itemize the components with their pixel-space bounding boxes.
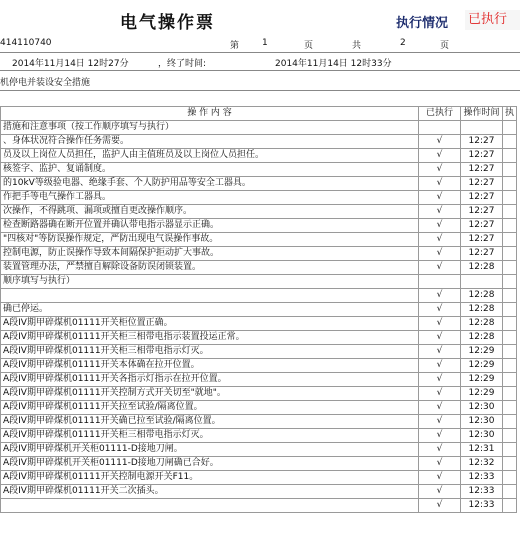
- start-time: 2014年11月14日 12时27分: [12, 59, 129, 69]
- table-row[interactable]: [1, 457, 517, 471]
- table-row[interactable]: [1, 331, 517, 345]
- table-row[interactable]: [1, 135, 517, 149]
- row-executed-check[interactable]: √: [419, 191, 461, 205]
- table-row[interactable]: [1, 289, 517, 303]
- row-time: 12:27: [461, 135, 503, 149]
- divider: [0, 90, 520, 91]
- row-executed-check[interactable]: √: [419, 289, 461, 303]
- row-time: 12:33: [461, 471, 503, 485]
- row-content: A段IV期甲碎煤机01111开关柜三相带电指示灯灭。: [1, 429, 419, 443]
- row-time: 12:29: [461, 359, 503, 373]
- row-executed-check[interactable]: √: [419, 485, 461, 499]
- column-header-content: 操 作 内 容: [1, 107, 419, 121]
- row-extra: [503, 233, 517, 247]
- row-executed-check[interactable]: √: [419, 359, 461, 373]
- row-extra: [503, 331, 517, 345]
- row-content: A段IV期甲碎煤机01111开关柜位置正确。: [1, 317, 419, 331]
- table-row[interactable]: [1, 191, 517, 205]
- row-extra: [503, 373, 517, 387]
- table-row[interactable]: [1, 387, 517, 401]
- row-content: 顺序填写与执行）: [1, 275, 419, 289]
- row-time: 12:27: [461, 163, 503, 177]
- table-row[interactable]: [1, 303, 517, 317]
- row-executed-check[interactable]: √: [419, 331, 461, 345]
- row-extra: [503, 191, 517, 205]
- end-time: 2014年11月14日 12时33分: [275, 59, 392, 69]
- row-content: 的10kV等级验电器、绝缘手套、个人防护用品等安全工器具。: [1, 177, 419, 191]
- row-content: 作把手等电气操作工器具。: [1, 191, 419, 205]
- status-label: 执行情况: [396, 16, 449, 31]
- row-content: A段IV期甲碎煤机01111开关柜三相带电指示装置投运正常。: [1, 331, 419, 345]
- row-time: [461, 121, 503, 135]
- row-extra: [503, 177, 517, 191]
- row-executed-check[interactable]: √: [419, 345, 461, 359]
- table-row[interactable]: [1, 219, 517, 233]
- row-time: 12:29: [461, 345, 503, 359]
- row-time: [461, 275, 503, 289]
- row-content: 员及以上岗位人员担任，监护人由主值班员及以上岗位人员担任。: [1, 149, 419, 163]
- table-row[interactable]: [1, 261, 517, 275]
- table-row[interactable]: [1, 149, 517, 163]
- row-content: 检查断路器确在断开位置并确认带电指示器显示正确。: [1, 219, 419, 233]
- row-extra: [503, 275, 517, 289]
- table-row[interactable]: [1, 121, 517, 135]
- row-executed-check[interactable]: √: [419, 401, 461, 415]
- row-extra: [503, 485, 517, 499]
- table-row[interactable]: [1, 359, 517, 373]
- operations-table: [0, 106, 517, 513]
- row-extra: [503, 205, 517, 219]
- table-row[interactable]: [1, 275, 517, 289]
- table-row[interactable]: [1, 415, 517, 429]
- row-executed-check[interactable]: √: [419, 443, 461, 457]
- row-executed-check[interactable]: √: [419, 205, 461, 219]
- row-executed-check[interactable]: √: [419, 317, 461, 331]
- row-time: 12:33: [461, 485, 503, 499]
- row-executed-check[interactable]: √: [419, 471, 461, 485]
- row-content: 装置管理办法，严禁擅自解除设备防误闭锁装置。: [1, 261, 419, 275]
- row-content: A段IV期甲碎煤机01111开关二次插头。: [1, 485, 419, 499]
- row-time: 12:27: [461, 233, 503, 247]
- page-total: 2: [400, 38, 406, 48]
- row-executed-check[interactable]: √: [419, 261, 461, 275]
- row-time: 12:27: [461, 205, 503, 219]
- page-gong-label: 共: [352, 41, 362, 51]
- row-extra: [503, 401, 517, 415]
- row-time: 12:28: [461, 317, 503, 331]
- table-row[interactable]: [1, 205, 517, 219]
- page-di-label: 第: [230, 41, 240, 51]
- table-row[interactable]: [1, 429, 517, 443]
- task-description: 机停电并装设安全措施: [0, 78, 91, 88]
- row-time: 12:27: [461, 219, 503, 233]
- table-header-row: [1, 107, 517, 121]
- ticket-number: 414110740: [0, 38, 52, 48]
- row-executed-check[interactable]: √: [419, 247, 461, 261]
- table-row[interactable]: [1, 247, 517, 261]
- row-content: A段IV期甲碎煤机01111开关控制电源开关F11。: [1, 471, 419, 485]
- row-time: 12:27: [461, 149, 503, 163]
- row-content: A段IV期甲碎煤机01111开关拉至试验/隔离位置。: [1, 401, 419, 415]
- row-time: 12:29: [461, 373, 503, 387]
- row-time: 12:28: [461, 331, 503, 345]
- row-content: 、身体状况符合操作任务需要。: [1, 135, 419, 149]
- row-content: 措施和注意事项（按工作顺序填写与执行）: [1, 121, 419, 135]
- divider: [0, 70, 520, 71]
- row-extra: [503, 345, 517, 359]
- table-row[interactable]: [1, 345, 517, 359]
- row-time: 12:30: [461, 429, 503, 443]
- row-extra: [503, 247, 517, 261]
- row-executed-check[interactable]: √: [419, 177, 461, 191]
- row-time: 12:33: [461, 499, 503, 513]
- row-content: A段IV期甲碎煤机01111开关确已拉至试验/隔离位置。: [1, 415, 419, 429]
- table-row[interactable]: [1, 177, 517, 191]
- row-content: A段IV期甲碎煤机01111开关各指示灯指示在拉开位置。: [1, 373, 419, 387]
- row-content: [1, 499, 419, 513]
- row-extra: [503, 457, 517, 471]
- row-content: A段IV期甲碎煤机01111开关控制方式开关切至"就地"。: [1, 387, 419, 401]
- row-time: 12:27: [461, 247, 503, 261]
- table-row[interactable]: [1, 485, 517, 499]
- row-extra: [503, 163, 517, 177]
- row-extra: [503, 387, 517, 401]
- row-executed-check[interactable]: √: [419, 415, 461, 429]
- row-content: 控制电源，防止误操作导致本间隔保护拒动扩大事故。: [1, 247, 419, 261]
- table-row[interactable]: [1, 163, 517, 177]
- row-executed-check[interactable]: √: [419, 387, 461, 401]
- table-row[interactable]: [1, 401, 517, 415]
- row-executed-check[interactable]: √: [419, 135, 461, 149]
- row-extra: [503, 261, 517, 275]
- table-row[interactable]: [1, 317, 517, 331]
- row-content: A段IV期甲碎煤机01111开关柜三相带电指示灯灭。: [1, 345, 419, 359]
- row-extra: [503, 443, 517, 457]
- divider: [0, 52, 520, 53]
- row-executed-check[interactable]: √: [419, 499, 461, 513]
- row-time: 12:31: [461, 443, 503, 457]
- row-time: 12:30: [461, 401, 503, 415]
- page-ye2-label: 页: [440, 41, 450, 51]
- row-content: [1, 289, 419, 303]
- row-time: 12:28: [461, 289, 503, 303]
- row-extra: [503, 359, 517, 373]
- row-executed-check[interactable]: [419, 121, 461, 135]
- table-row[interactable]: [1, 499, 517, 513]
- page-current: 1: [262, 38, 268, 48]
- row-extra: [503, 471, 517, 485]
- row-time: 12:28: [461, 261, 503, 275]
- table-row[interactable]: [1, 443, 517, 457]
- page-ye-label: 页: [304, 41, 314, 51]
- table-row[interactable]: [1, 233, 517, 247]
- column-header-extra: 执: [503, 107, 517, 121]
- row-content: 核签字、监护、复诵制度。: [1, 163, 419, 177]
- row-executed-check[interactable]: √: [419, 303, 461, 317]
- row-extra: [503, 219, 517, 233]
- row-extra: [503, 317, 517, 331]
- row-executed-check[interactable]: √: [419, 373, 461, 387]
- row-time: 12:29: [461, 387, 503, 401]
- row-executed-check[interactable]: √: [419, 233, 461, 247]
- table-row[interactable]: [1, 373, 517, 387]
- row-content: 次操作，不得跳项、漏项或擅自更改操作顺序。: [1, 205, 419, 219]
- status-value[interactable]: 已执行: [465, 10, 520, 30]
- row-extra: [503, 135, 517, 149]
- row-extra: [503, 121, 517, 135]
- end-time-label: ，终了时间:: [158, 59, 207, 69]
- row-executed-check[interactable]: √: [419, 429, 461, 443]
- row-executed-check[interactable]: [419, 275, 461, 289]
- column-header-executed: 已执行: [419, 107, 461, 121]
- row-content: A段IV期甲碎煤机开关柜01111-D接地刀闸确已合好。: [1, 457, 419, 471]
- row-extra: [503, 303, 517, 317]
- row-content: A段IV期甲碎煤机01111开关本体确在拉开位置。: [1, 359, 419, 373]
- row-executed-check[interactable]: √: [419, 457, 461, 471]
- row-time: 12:28: [461, 303, 503, 317]
- row-executed-check[interactable]: √: [419, 163, 461, 177]
- row-executed-check[interactable]: √: [419, 149, 461, 163]
- row-extra: [503, 289, 517, 303]
- table-row[interactable]: [1, 471, 517, 485]
- row-extra: [503, 429, 517, 443]
- row-content: 确已停运。: [1, 303, 419, 317]
- row-extra: [503, 499, 517, 513]
- row-content: A段IV期甲碎煤机开关柜01111-D接地刀闸。: [1, 443, 419, 457]
- row-extra: [503, 149, 517, 163]
- ticket-title: 电气操作票: [120, 13, 215, 33]
- column-header-time: 操作时间: [461, 107, 503, 121]
- row-time: 12:32: [461, 457, 503, 471]
- row-content: "四核对"等防误操作规定，严防出现电气误操作事故。: [1, 233, 419, 247]
- row-extra: [503, 415, 517, 429]
- row-executed-check[interactable]: √: [419, 219, 461, 233]
- row-time: 12:27: [461, 177, 503, 191]
- row-time: 12:27: [461, 191, 503, 205]
- row-time: 12:30: [461, 415, 503, 429]
